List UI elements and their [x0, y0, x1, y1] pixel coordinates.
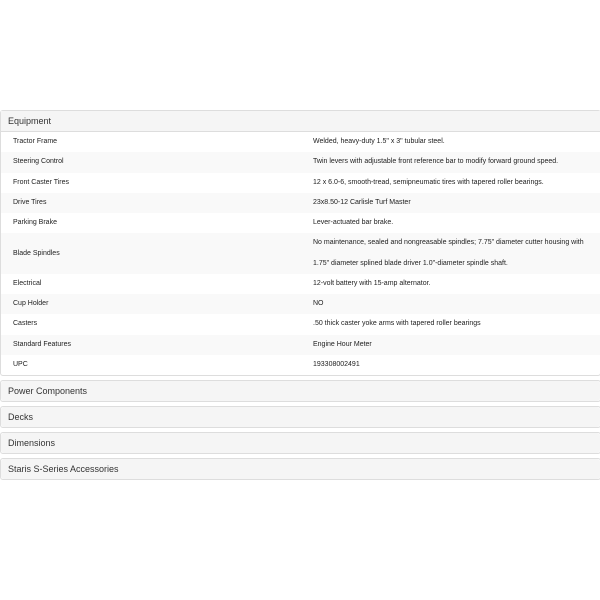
- dimensions-panel: [0, 432, 600, 454]
- spec-label: Tractor Frame: [13, 138, 58, 146]
- spec-label: Front Caster Tires: [13, 178, 70, 186]
- table-row: [1, 193, 600, 213]
- table-row: [1, 314, 600, 334]
- spec-value: Engine Hour Meter: [301, 335, 600, 355]
- table-row: [1, 335, 600, 355]
- equipment-panel: [0, 110, 600, 376]
- table-row: [1, 355, 600, 375]
- spec-value: Lever-actuated bar brake.: [313, 219, 394, 227]
- spec-value: 193308002491: [313, 360, 360, 368]
- spec-accordion: [0, 110, 600, 484]
- spec-value: 12-volt battery with 15-amp alternator.: [313, 279, 431, 287]
- spec-value: 23x8.50-12 Carlisle Turf Master: [301, 193, 600, 213]
- spec-value: .50 thick caster yoke arms with tapered roller bearings: [313, 320, 481, 328]
- table-row: [1, 132, 600, 152]
- table-row: [1, 173, 600, 193]
- spec-value: NO: [301, 294, 600, 314]
- accessories-panel-heading[interactable]: Staris S-Series Accessories: [1, 459, 600, 479]
- spec-label: Standard Features: [1, 335, 301, 355]
- table-row: [1, 274, 600, 294]
- dimensions-panel-heading[interactable]: Dimensions: [1, 433, 600, 453]
- spec-label: Cup Holder: [1, 294, 301, 314]
- equipment-spec-table: [1, 132, 600, 375]
- accessories-panel: [0, 458, 600, 480]
- spec-label: Blade Spindles: [1, 233, 301, 274]
- equipment-panel-body: [1, 132, 600, 375]
- spec-value: No maintenance, sealed and nongreasable spindles; 7.75" diameter cutter housing with 1.75" diameter splined blade driver 1.0"-diameter spindle shaft.: [301, 233, 600, 274]
- power-components-panel-heading[interactable]: Power Components: [1, 381, 600, 401]
- table-row: [1, 152, 600, 172]
- spec-label: Parking Brake: [13, 219, 57, 227]
- table-row: [1, 213, 600, 233]
- spec-label: Steering Control: [1, 152, 301, 172]
- table-row: [1, 233, 600, 274]
- spec-label: Drive Tires: [1, 193, 301, 213]
- spec-value: 12 x 6.0-6, smooth-tread, semipneumatic tires with tapered roller bearings.: [313, 178, 544, 186]
- spec-label: Electrical: [13, 279, 42, 287]
- spec-label: Casters: [13, 320, 38, 328]
- spec-value: Twin levers with adjustable front reference bar to modify forward ground speed.: [301, 152, 600, 172]
- decks-panel-heading[interactable]: Decks: [1, 407, 600, 427]
- table-row: [1, 294, 600, 314]
- power-components-panel: [0, 380, 600, 402]
- equipment-panel-heading[interactable]: Equipment: [1, 111, 600, 132]
- spec-label: UPC: [13, 360, 28, 368]
- spec-value: Welded, heavy-duty 1.5" x 3" tubular steel.: [313, 138, 445, 146]
- decks-panel: [0, 406, 600, 428]
